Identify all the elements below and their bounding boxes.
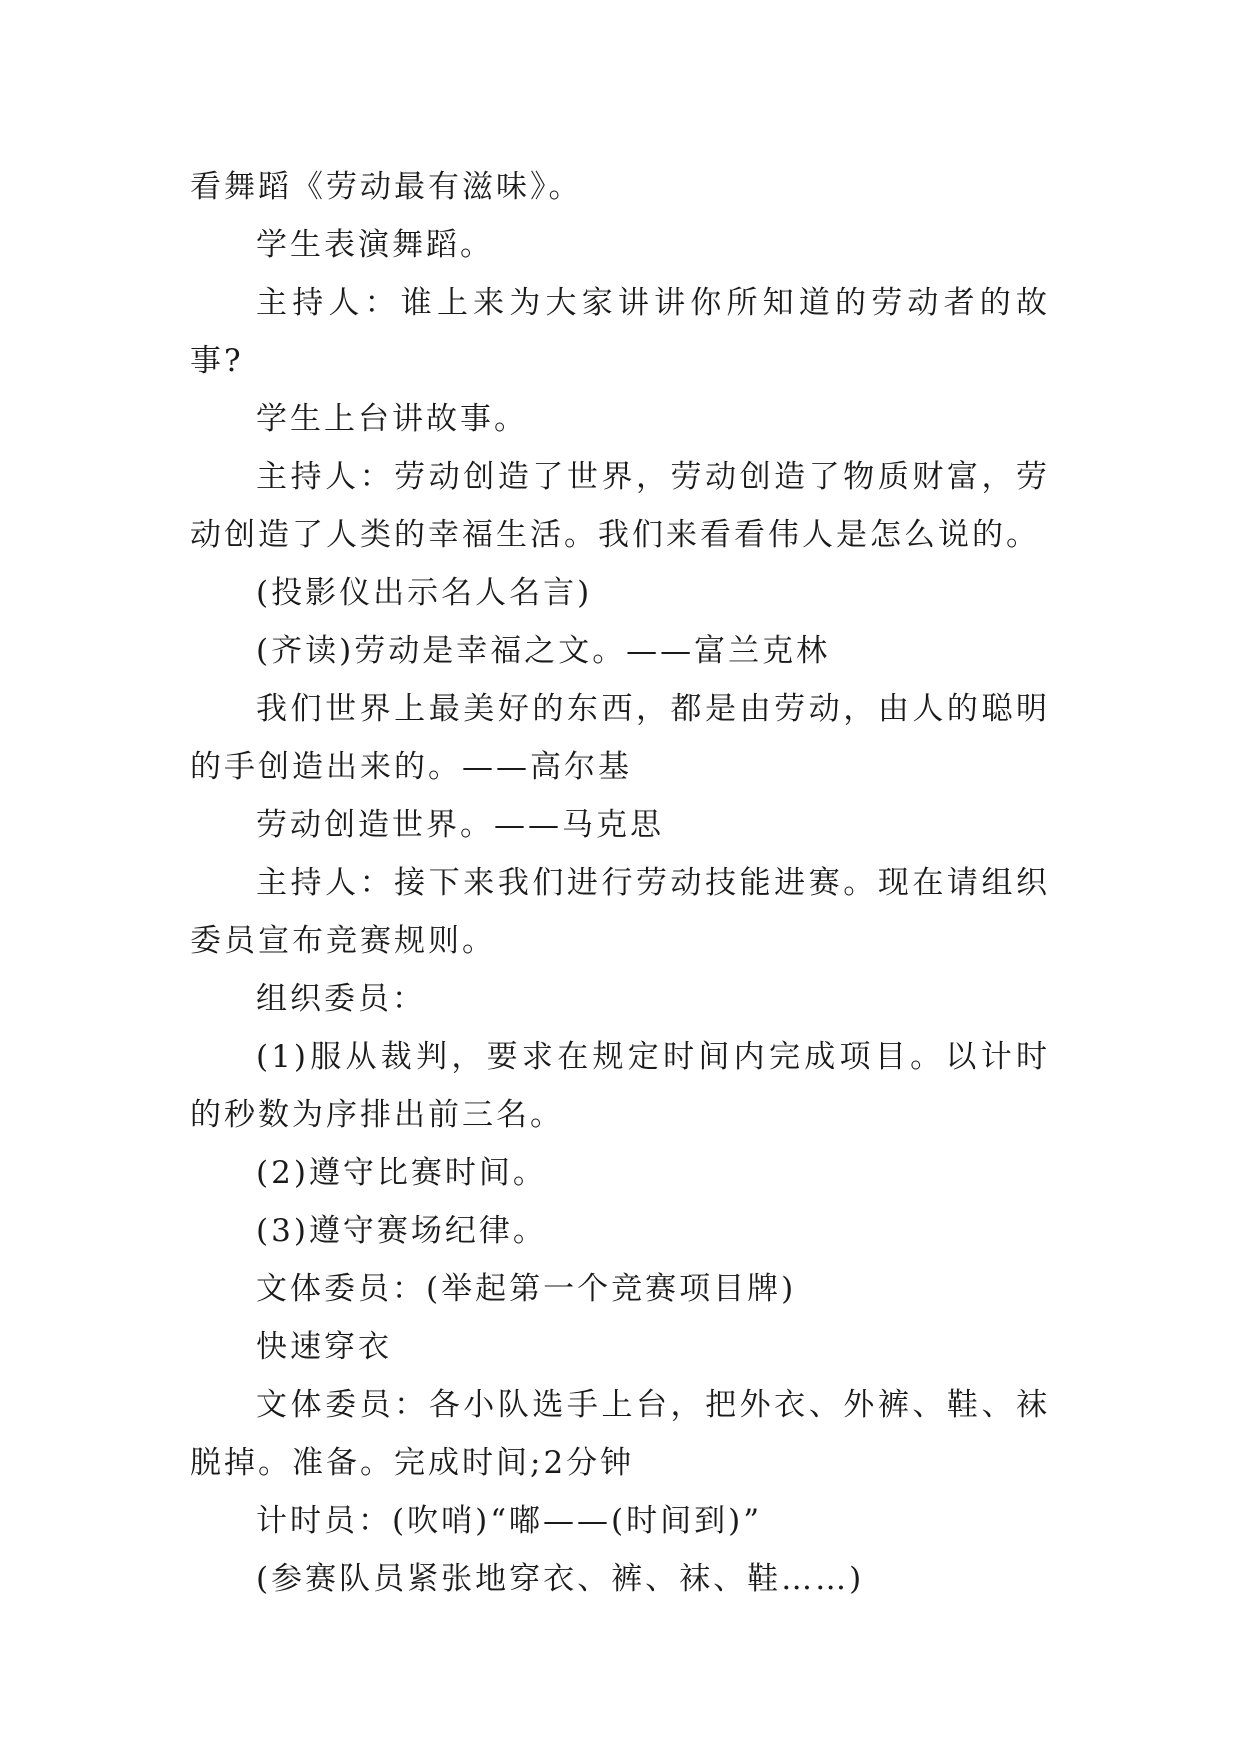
- paragraph: 我们世界上最美好的东西，都是由劳动，由人的聪明的手创造出来的。——高尔基: [190, 691, 1050, 785]
- document-body: [190, 158, 1050, 1608]
- paragraph: (参赛队员紧张地穿衣、裤、袜、鞋……): [256, 1561, 865, 1597]
- paragraph: 劳动创造世界。——马克思: [256, 807, 664, 843]
- paragraph: 计时员：(吹哨)“嘟——(时间到)”: [256, 1503, 763, 1539]
- paragraph: (3)遵守赛场纪律。: [256, 1213, 547, 1249]
- paragraph: 学生表演舞蹈。: [256, 227, 494, 263]
- paragraph: (2)遵守比赛时间。: [256, 1155, 547, 1191]
- paragraph: 文体委员：(举起第一个竞赛项目牌): [256, 1271, 797, 1307]
- paragraph: 文体委员：各小队选手上台，把外衣、外裤、鞋、袜脱掉。准备。完成时间;2分钟: [190, 1387, 1050, 1481]
- paragraph: 组织委员：: [256, 981, 426, 1017]
- paragraph: (齐读)劳动是幸福之文。——富兰克林: [256, 633, 831, 669]
- paragraph: (投影仪出示名人名言): [256, 575, 593, 611]
- paragraph: 主持人：劳动创造了世界，劳动创造了物质财富，劳动创造了人类的幸福生活。我们来看看伟人是怎么说的。: [190, 459, 1050, 553]
- paragraph: 主持人：接下来我们进行劳动技能进赛。现在请组织委员宣布竞赛规则。: [190, 865, 1050, 959]
- paragraph: 快速穿衣: [256, 1329, 392, 1365]
- paragraph: (1)服从裁判，要求在规定时间内完成项目。以计时的秒数为序排出前三名。: [190, 1039, 1050, 1133]
- paragraph: 学生上台讲故事。: [256, 401, 528, 437]
- paragraph: 主持人：谁上来为大家讲讲你所知道的劳动者的故事?: [190, 285, 1050, 379]
- paragraph: 看舞蹈《劳动最有滋味》。: [190, 169, 583, 205]
